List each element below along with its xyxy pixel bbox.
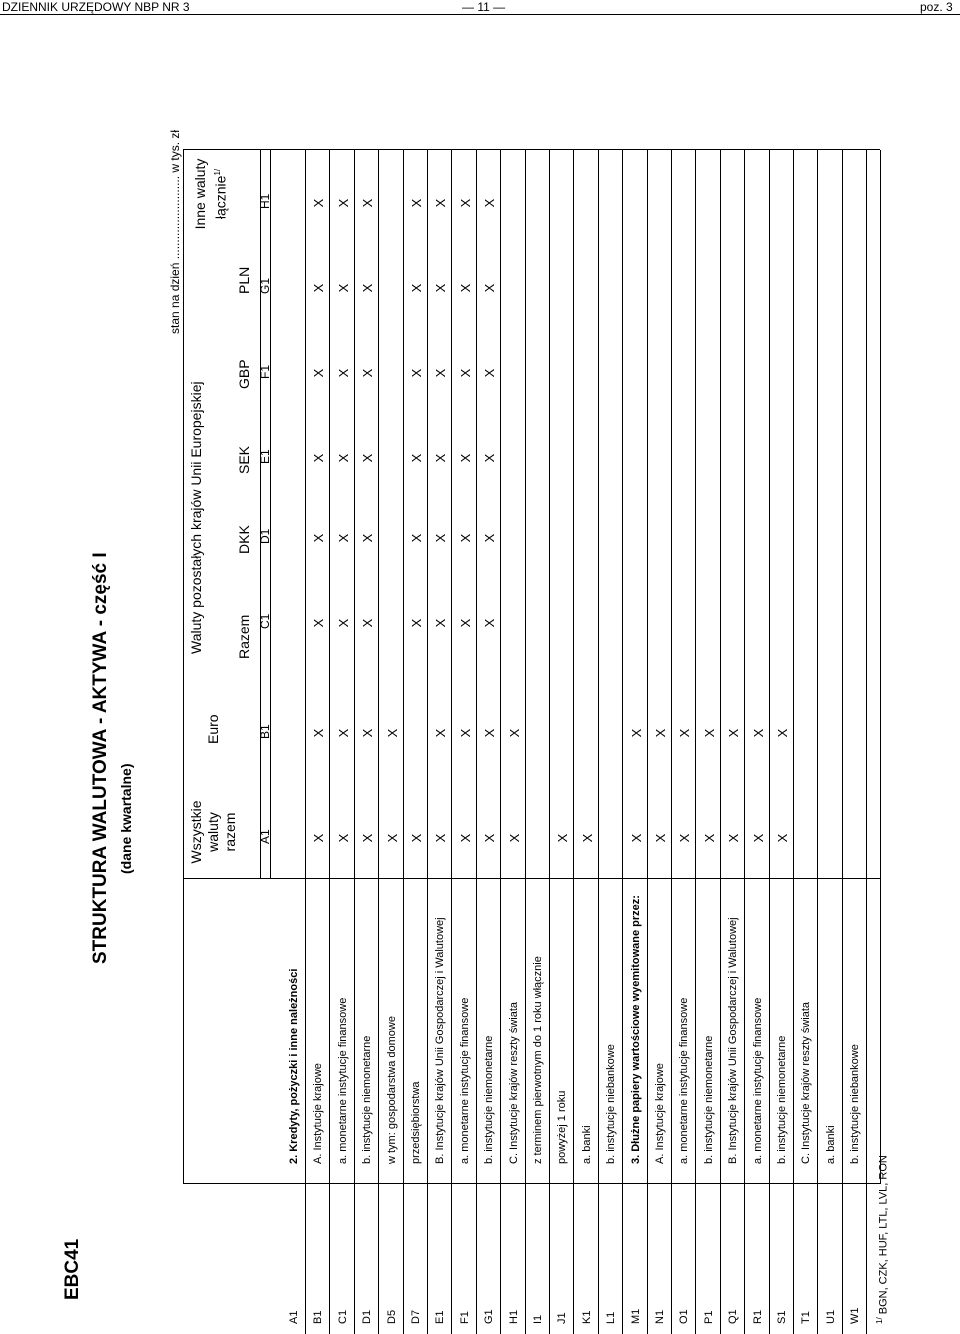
cell-mark: X bbox=[311, 728, 327, 738]
cell-mark: X bbox=[701, 833, 717, 843]
cell-mark: X bbox=[311, 368, 327, 378]
cell-mark: X bbox=[726, 728, 742, 738]
cell-mark: X bbox=[335, 453, 351, 463]
row-label: C. Instytucje krajów reszty świata bbox=[507, 1002, 520, 1164]
row-label: 3. Dłużne papiery wartościowe wyemitowane przez: bbox=[629, 895, 642, 1164]
col-header-gbp: GBP bbox=[236, 359, 252, 389]
col-code: H1 bbox=[258, 193, 272, 209]
row-divider bbox=[695, 150, 696, 1334]
row-code: A1 bbox=[288, 1310, 300, 1324]
row-label: b. instytucje niebankowe bbox=[849, 1044, 862, 1164]
row-divider bbox=[622, 150, 623, 1334]
cell-mark: X bbox=[482, 728, 498, 738]
table-top-border bbox=[183, 150, 184, 1184]
cell-mark: X bbox=[360, 283, 376, 293]
cell-mark: X bbox=[409, 453, 424, 463]
row-divider bbox=[378, 150, 379, 1334]
table-right-border bbox=[183, 149, 880, 150]
table-left-border bbox=[183, 1183, 880, 1184]
cell-mark: X bbox=[335, 833, 351, 843]
cell-mark: X bbox=[457, 283, 473, 293]
cell-mark: X bbox=[506, 833, 522, 843]
row-code: W1 bbox=[849, 1307, 862, 1324]
journal-name: DZIENNIK URZĘDOWY NBP NR 3 bbox=[2, 0, 190, 14]
position-number: poz. 3 bbox=[920, 0, 953, 14]
cell-mark: X bbox=[409, 198, 424, 208]
cell-mark: X bbox=[433, 453, 449, 463]
row-divider bbox=[647, 150, 648, 1334]
row-code: N1 bbox=[654, 1309, 666, 1324]
cell-mark: X bbox=[335, 728, 351, 738]
row-label: b. instytucje niebankowe bbox=[605, 1044, 618, 1164]
row-label: b. instytucje niemonetarne bbox=[776, 1035, 788, 1164]
codes-bottom bbox=[270, 150, 271, 879]
row-divider bbox=[549, 150, 550, 1334]
cell-mark: X bbox=[360, 833, 376, 843]
row-divider bbox=[403, 150, 404, 1334]
cell-mark: X bbox=[433, 198, 449, 208]
row-label: A. Instytucje krajowe bbox=[312, 1063, 325, 1164]
cell-mark: X bbox=[360, 618, 376, 628]
row-label: z terminem pierwotnym do 1 roku włącznie bbox=[532, 956, 544, 1164]
cell-mark: X bbox=[311, 453, 327, 463]
cell-mark: X bbox=[335, 368, 351, 378]
cell-mark: X bbox=[384, 833, 400, 843]
cell-mark: X bbox=[482, 283, 498, 293]
cell-mark: X bbox=[335, 533, 351, 543]
cell-mark: X bbox=[653, 833, 668, 843]
cell-mark: X bbox=[457, 533, 473, 543]
table-bottom-border bbox=[880, 150, 881, 1184]
cell-mark: X bbox=[311, 618, 327, 628]
cell-mark: X bbox=[579, 833, 595, 843]
cell-mark: X bbox=[482, 368, 498, 378]
cell-mark: X bbox=[409, 833, 424, 843]
row-label: 2. Kredyty, pożyczki i inne należności bbox=[288, 968, 300, 1164]
row-code: O1 bbox=[678, 1309, 691, 1324]
cell-mark: X bbox=[482, 198, 498, 208]
row-code: M1 bbox=[629, 1308, 642, 1324]
col-header-pln: PLN bbox=[236, 266, 252, 294]
col-header-sek: SEK bbox=[236, 445, 252, 474]
row-label: b. instytucje niemonetarne bbox=[483, 1035, 496, 1164]
row-divider bbox=[305, 150, 306, 1334]
row-divider bbox=[744, 150, 745, 1334]
cell-mark: X bbox=[360, 368, 376, 378]
row-label: powyżej 1 roku bbox=[556, 1090, 569, 1164]
cell-mark: X bbox=[457, 198, 473, 208]
cell-mark: X bbox=[360, 728, 376, 738]
row-label: A. Instytucje krajowe bbox=[654, 1063, 666, 1164]
row-divider bbox=[671, 150, 672, 1334]
col-header-euro: Euro bbox=[205, 714, 221, 744]
cell-mark: X bbox=[482, 833, 498, 843]
cell-mark: X bbox=[335, 283, 351, 293]
row-label: a. monetarne instytucje finansowe bbox=[458, 997, 471, 1164]
col-header-all: Wszystkie waluty razem bbox=[188, 800, 238, 864]
cell-mark: X bbox=[628, 833, 644, 843]
col-header-dkk: DKK bbox=[236, 525, 252, 554]
row-code: F1 bbox=[458, 1311, 471, 1324]
footnote-mark: 1/ bbox=[875, 1317, 884, 1324]
cell-mark: X bbox=[433, 833, 449, 843]
cell-mark: X bbox=[628, 728, 644, 738]
cell-mark: X bbox=[433, 283, 449, 293]
cell-mark: X bbox=[506, 728, 522, 738]
row-divider bbox=[720, 150, 721, 1334]
row-label: a. banki bbox=[580, 1125, 593, 1164]
cell-mark: X bbox=[360, 453, 376, 463]
cell-mark: X bbox=[482, 453, 498, 463]
row-divider bbox=[817, 150, 818, 1334]
cell-mark: X bbox=[433, 368, 449, 378]
cell-mark: X bbox=[433, 728, 449, 738]
col-code: C1 bbox=[258, 613, 272, 629]
form-code: EBC41 bbox=[62, 1238, 83, 1300]
cell-mark: X bbox=[311, 533, 327, 543]
cell-mark: X bbox=[457, 833, 473, 843]
cell-mark: X bbox=[311, 283, 327, 293]
col-code: F1 bbox=[258, 364, 272, 379]
cell-mark: X bbox=[457, 453, 473, 463]
cell-mark: X bbox=[335, 198, 351, 208]
cell-mark: X bbox=[409, 368, 424, 378]
col-code: B1 bbox=[258, 724, 272, 739]
cell-mark: X bbox=[775, 728, 790, 738]
cell-mark: X bbox=[701, 728, 717, 738]
row-code: S1 bbox=[776, 1310, 788, 1324]
row-divider bbox=[451, 150, 452, 1334]
row-code: G1 bbox=[483, 1309, 496, 1324]
row-code: D5 bbox=[385, 1309, 398, 1324]
row-code: T1 bbox=[800, 1311, 813, 1324]
cell-mark: X bbox=[311, 833, 327, 843]
row-divider bbox=[842, 150, 843, 1334]
header-bottom bbox=[260, 150, 261, 879]
cell-mark: X bbox=[482, 618, 498, 628]
row-code: K1 bbox=[580, 1310, 593, 1324]
row-label: b. instytucje niemonetarne bbox=[361, 1035, 374, 1164]
form-subtitle: (dane kwartalne) bbox=[118, 763, 134, 874]
row-label: a. monetarne instytucje finansowe bbox=[336, 997, 349, 1164]
cell-mark: X bbox=[409, 283, 424, 293]
row-code: J1 bbox=[556, 1312, 569, 1324]
cell-mark: X bbox=[335, 618, 351, 628]
row-code: L1 bbox=[605, 1311, 618, 1324]
row-code: I1 bbox=[532, 1314, 544, 1324]
row-code: R1 bbox=[751, 1309, 764, 1324]
footnote bbox=[875, 1155, 890, 1324]
cell-mark: X bbox=[677, 728, 693, 738]
row-code: E1 bbox=[434, 1310, 447, 1324]
row-code: B1 bbox=[312, 1310, 325, 1324]
col-code: A1 bbox=[258, 829, 272, 844]
stan-na-dzien: stan na dzień ......................... w tys. zł bbox=[168, 129, 182, 334]
row-label: a. monetarne instytucje finansowe bbox=[751, 997, 764, 1164]
cell-mark: X bbox=[433, 618, 449, 628]
cell-mark: X bbox=[457, 618, 473, 628]
row-divider bbox=[793, 150, 794, 1334]
row-code: H1 bbox=[507, 1309, 520, 1324]
row-label: b. instytucje niemonetarne bbox=[702, 1035, 715, 1164]
row-label: a. banki bbox=[824, 1125, 837, 1164]
cell-mark: X bbox=[311, 198, 327, 208]
col-header-group: Waluty pozostałych krajów Unii Europejskiej bbox=[188, 381, 204, 654]
row-label: B. Instytucje krajów Unii Gospodarczej i Walutowej bbox=[727, 917, 740, 1164]
row-code: Q1 bbox=[727, 1309, 740, 1324]
cell-mark: X bbox=[750, 833, 766, 843]
page-number: — 11 — bbox=[462, 0, 506, 14]
row-code: D7 bbox=[410, 1309, 422, 1324]
row-divider bbox=[354, 150, 355, 1334]
cell-mark: X bbox=[409, 618, 424, 628]
col-code: E1 bbox=[258, 449, 272, 464]
row-code: U1 bbox=[824, 1309, 837, 1324]
row-divider bbox=[525, 150, 526, 1334]
row-divider bbox=[769, 150, 770, 1334]
cell-mark: X bbox=[482, 533, 498, 543]
row-label: C. Instytucje krajów reszty świata bbox=[800, 1002, 813, 1164]
row-label: B. Instytucje krajów Unii Gospodarczej i Walutowej bbox=[434, 917, 447, 1164]
row-label: w tym: gospodarstwa domowe bbox=[385, 1016, 398, 1164]
cell-mark: X bbox=[726, 833, 742, 843]
cell-mark: X bbox=[677, 833, 693, 843]
cell-mark: X bbox=[360, 198, 376, 208]
row-divider bbox=[500, 150, 501, 1334]
cell-mark: X bbox=[384, 728, 400, 738]
col-code: D1 bbox=[258, 528, 272, 544]
col-code: G1 bbox=[258, 277, 272, 294]
form-title: STRUKTURA WALUTOWA - AKTYWA - część I bbox=[90, 552, 111, 964]
row-divider bbox=[476, 150, 477, 1334]
cell-mark: X bbox=[775, 833, 790, 843]
row-divider bbox=[427, 150, 428, 1334]
cell-mark: X bbox=[409, 533, 424, 543]
row-label: przedsiębiorstwa bbox=[410, 1081, 422, 1164]
row-label: a. monetarne instytucje finansowe bbox=[678, 997, 691, 1164]
row-divider bbox=[329, 150, 330, 1334]
cell-mark: X bbox=[433, 533, 449, 543]
cell-mark: X bbox=[360, 533, 376, 543]
cell-mark: X bbox=[653, 728, 668, 738]
label-col-border bbox=[183, 878, 880, 879]
row-code: P1 bbox=[702, 1310, 715, 1324]
row-code: C1 bbox=[336, 1309, 349, 1324]
row-divider bbox=[598, 150, 599, 1334]
row-divider bbox=[573, 150, 574, 1334]
cell-mark: X bbox=[555, 833, 571, 843]
cell-mark: X bbox=[457, 728, 473, 738]
cell-mark: X bbox=[750, 728, 766, 738]
col-header-inne: Inne waluty łącznie$^{1/}$ bbox=[192, 158, 229, 230]
cell-mark: X bbox=[457, 368, 473, 378]
footnote-text: BGN, CZK, HUF, LTL, LVL, RON bbox=[877, 1155, 890, 1315]
row-code: D1 bbox=[361, 1309, 374, 1324]
col-header-razem: Razem bbox=[236, 614, 252, 659]
row-divider bbox=[866, 150, 867, 1334]
